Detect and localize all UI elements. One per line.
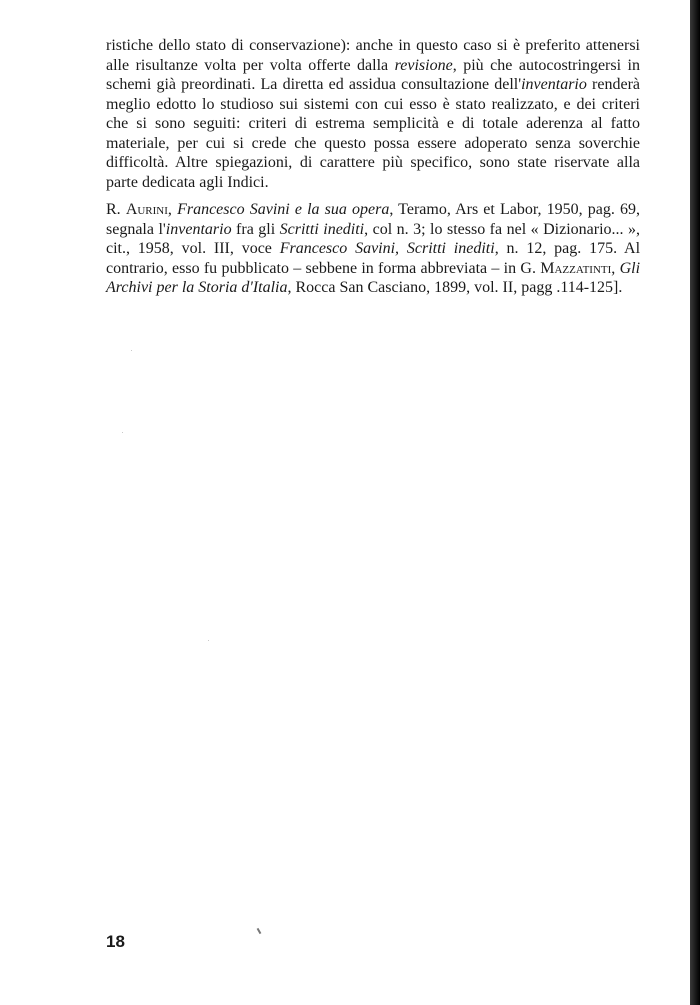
page-number: 18	[106, 932, 125, 951]
italic-term: inventario	[521, 76, 587, 93]
text-run: , più che autocostringersi in schemi già preordinati. La diretta ed assidua consultazione dell'	[106, 56, 640, 93]
scan-speck	[122, 432, 123, 433]
text-block	[106, 36, 640, 298]
italic-term: inventario	[165, 220, 232, 238]
scan-speck	[208, 640, 209, 641]
text-run: , col n. 3; lo stesso fa nel « Dizionario... », cit., 1958, vol. III, voce	[106, 220, 641, 257]
text-run: fra gli	[231, 220, 280, 238]
paragraph-bibliographic-note	[106, 200, 640, 298]
author-name: Aurini	[125, 201, 168, 218]
author-name: Mazzatinti	[540, 259, 612, 277]
text-run: ristiche dello stato di conservazione): anche in questo caso si è preferito attenersi alle risultanze volta per volta offerte dalla	[106, 37, 640, 74]
text-run: ,	[611, 259, 620, 277]
text-run: ,	[167, 201, 178, 218]
text-run: , n. 12, pag. 175. Al contrario, esso fu pubblicato – sebbene in forma abbreviata – in G.	[106, 240, 641, 277]
text-run: , Teramo, Ars et Labor, 1950, pag. 69, segnala l'	[106, 201, 641, 238]
italic-title: Gli Archivi per la Storia d'Italia	[106, 259, 641, 296]
paragraph-methodology	[106, 36, 640, 192]
scan-speck	[131, 350, 132, 351]
italic-term: revisione	[394, 56, 453, 74]
italic-title: Francesco Savini e la sua opera	[177, 201, 390, 218]
scan-mark	[257, 928, 262, 934]
text-run: R.	[106, 201, 126, 218]
text-run: , Rocca San Casciano, 1899, vol. II, pagg .114-125].	[287, 279, 623, 296]
text-run: renderà meglio edotto lo studioso sui sistemi con cui esso è stato realizzato, e dei criteri che si sono seguiti: criteri di estrema semplicità e di totale aderenza al fatto materiale, per cui si crede che questo possa essere adoperato senza soverchie difficoltà. Altre spiegazioni, di carattere più specifico, sono state riservate alla parte dedicata agli Indici.	[106, 76, 640, 191]
italic-title: Francesco Savini, Scritti inediti	[279, 240, 495, 257]
page-edge-shadow	[690, 0, 700, 1005]
italic-title: Scritti inediti	[279, 220, 365, 238]
